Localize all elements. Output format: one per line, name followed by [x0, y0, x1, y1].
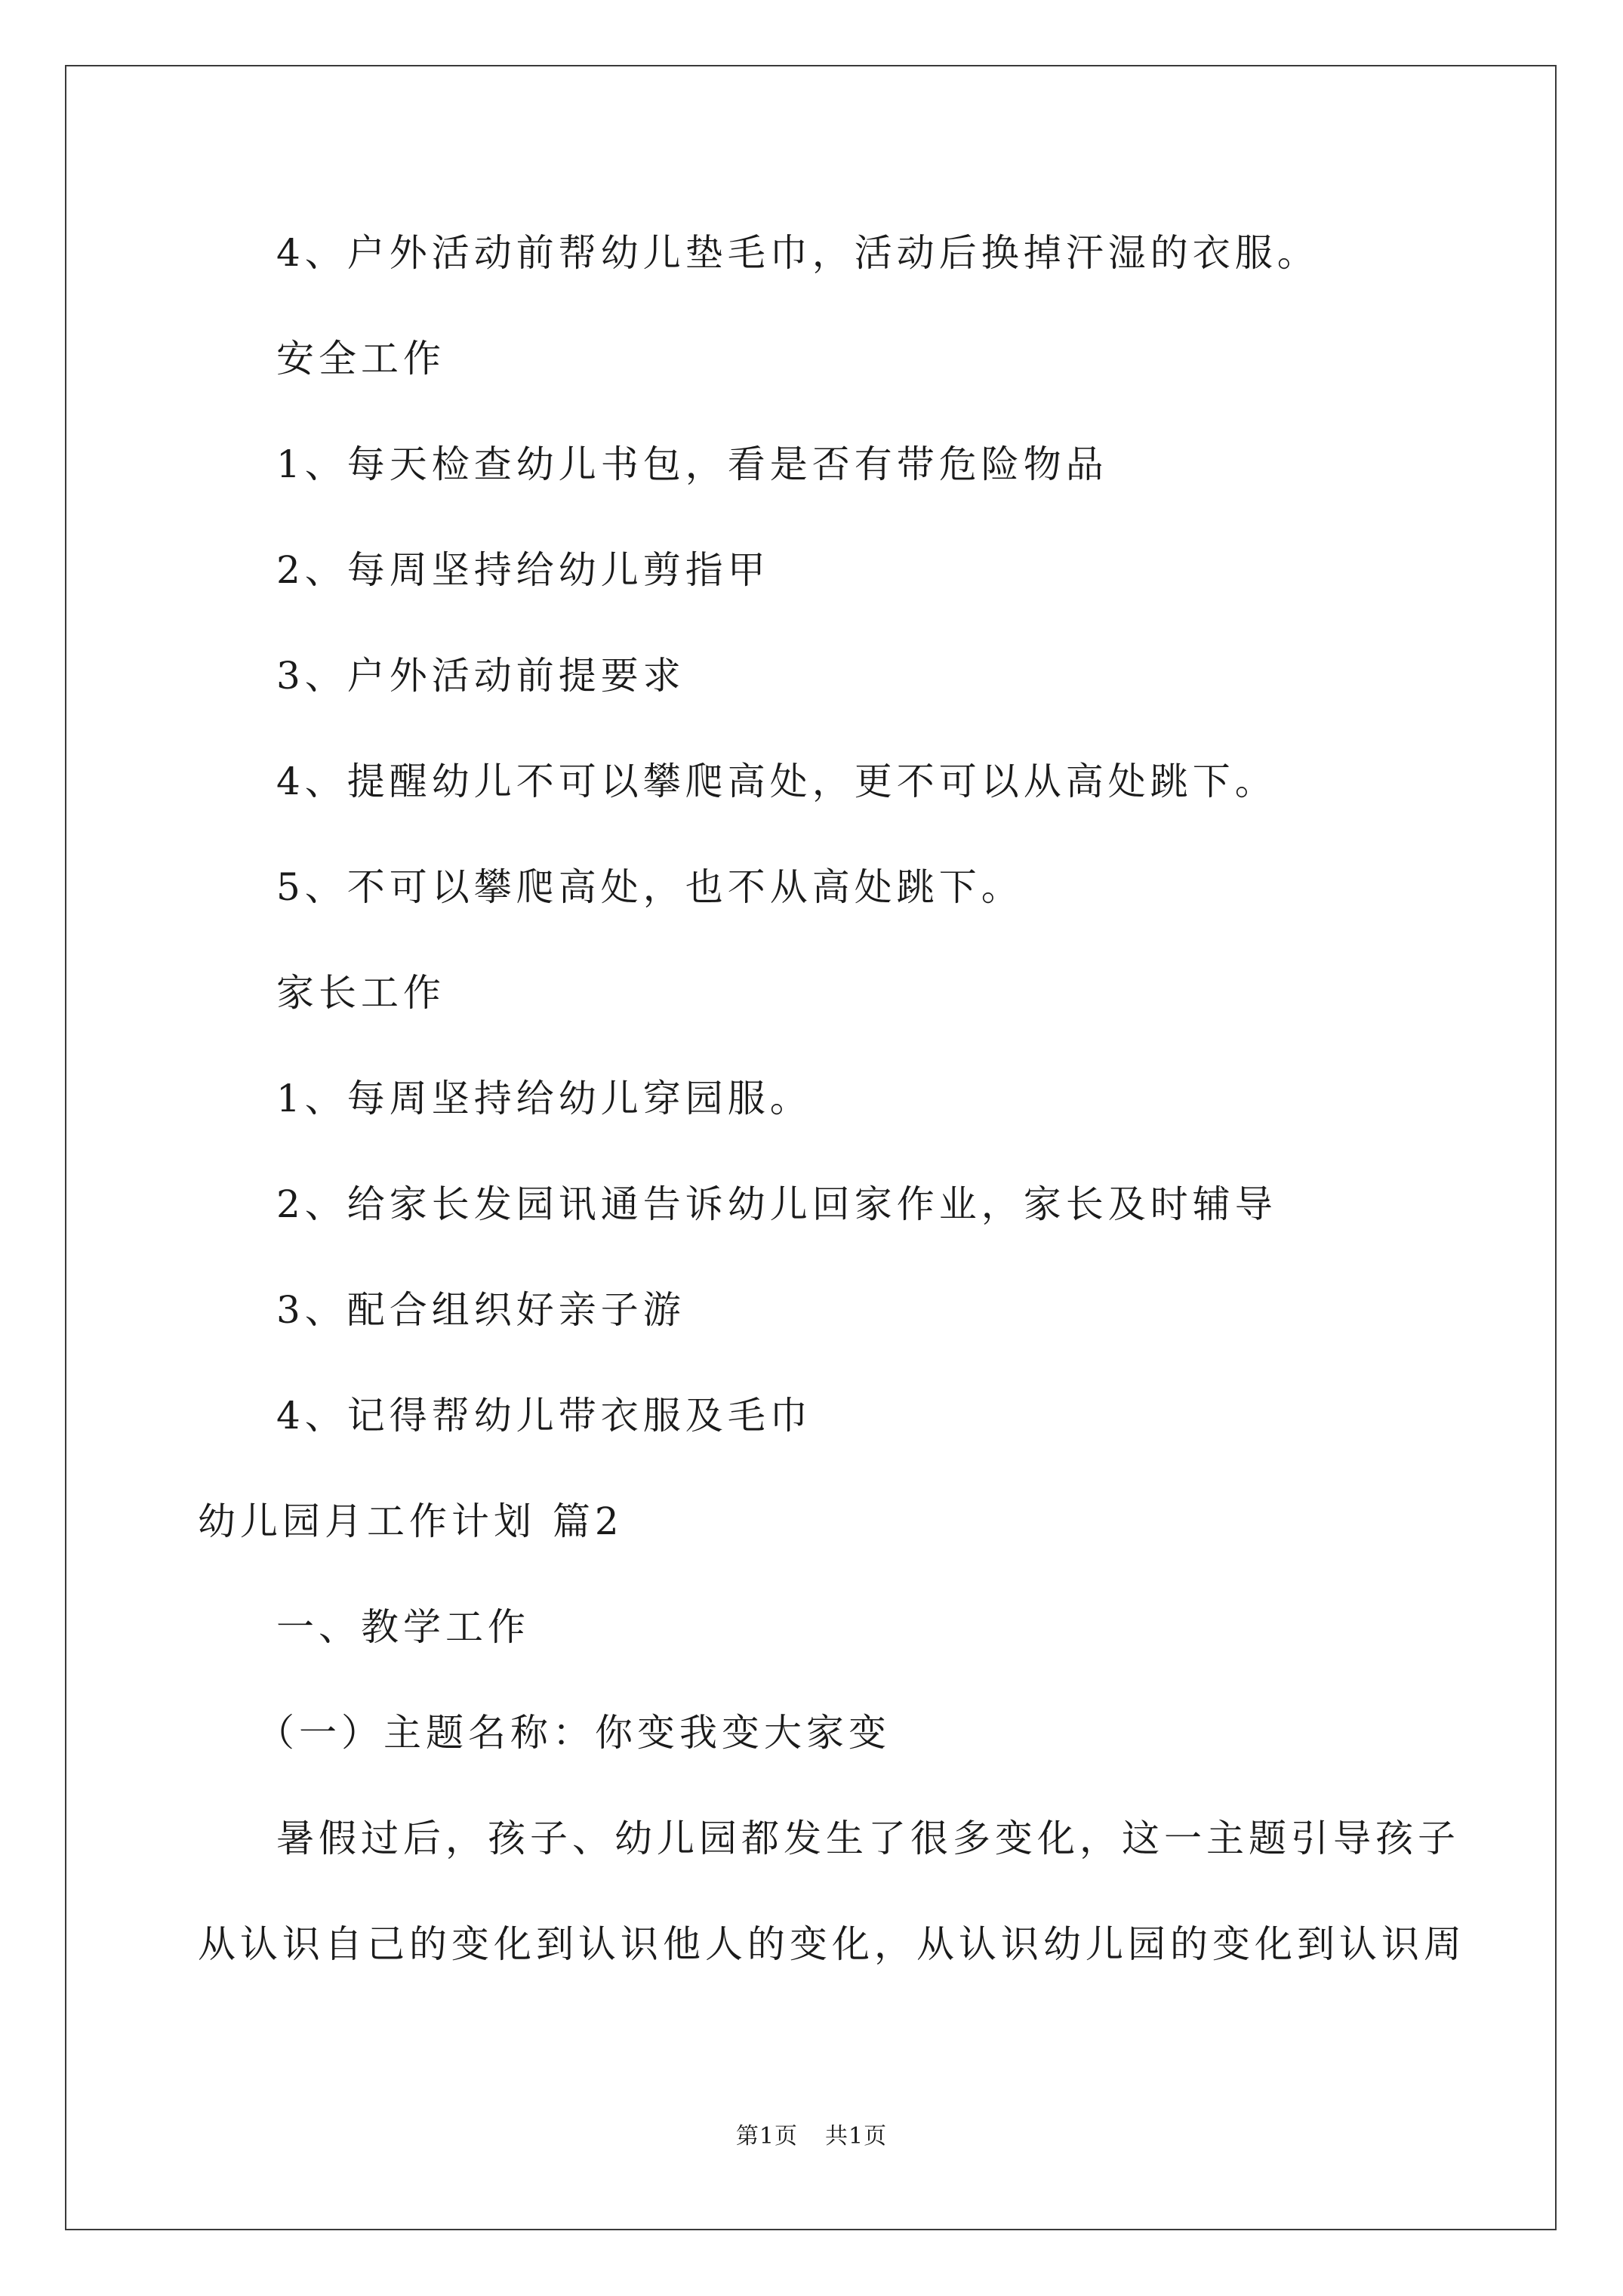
section-heading-teaching: 一、教学工作	[276, 1605, 530, 1649]
paragraph-line-2: 从认识自己的变化到认识他人的变化，从认识幼儿园的变化到认识周	[198, 1922, 1466, 1966]
body-line-11: 3、配合组织好亲子游	[276, 1288, 685, 1332]
section-heading-safety: 安全工作	[276, 337, 445, 381]
page-border	[65, 65, 1557, 2230]
body-line-10: 2、给家长发园讯通告诉幼儿回家作业，家长及时辅导	[276, 1182, 1277, 1226]
paragraph-line-1: 暑假过后，孩子、幼儿园都发生了很多变化，这一主题引导孩子	[276, 1817, 1460, 1860]
body-line-7: 5、不可以攀爬高处，也不从高处跳下。	[276, 865, 1024, 909]
body-line-4: 2、每周坚持给幼儿剪指甲	[276, 548, 770, 592]
section-heading-parents: 家长工作	[276, 971, 445, 1015]
article-title: 幼儿园月工作计划 篇2	[198, 1499, 624, 1543]
body-line-12: 4、记得帮幼儿带衣服及毛巾	[276, 1394, 812, 1438]
body-line-3: 1、每天检查幼儿书包，看是否有带危险物品	[276, 442, 1108, 486]
body-line-6: 4、提醒幼儿不可以攀爬高处，更不可以从高处跳下。	[276, 760, 1277, 803]
body-line-1: 4、户外活动前帮幼儿垫毛巾，活动后换掉汗湿的衣服。	[276, 231, 1320, 275]
body-line-5: 3、户外活动前提要求	[276, 654, 685, 698]
page-total: 共1页	[825, 2123, 888, 2150]
page-number: 第1页	[735, 2123, 798, 2150]
page-footer	[0, 2123, 1623, 2150]
subsection-heading-theme: （一）主题名称：你变我变大家变	[257, 1711, 891, 1755]
body-line-9: 1、每周坚持给幼儿穿园服。	[276, 1077, 812, 1120]
